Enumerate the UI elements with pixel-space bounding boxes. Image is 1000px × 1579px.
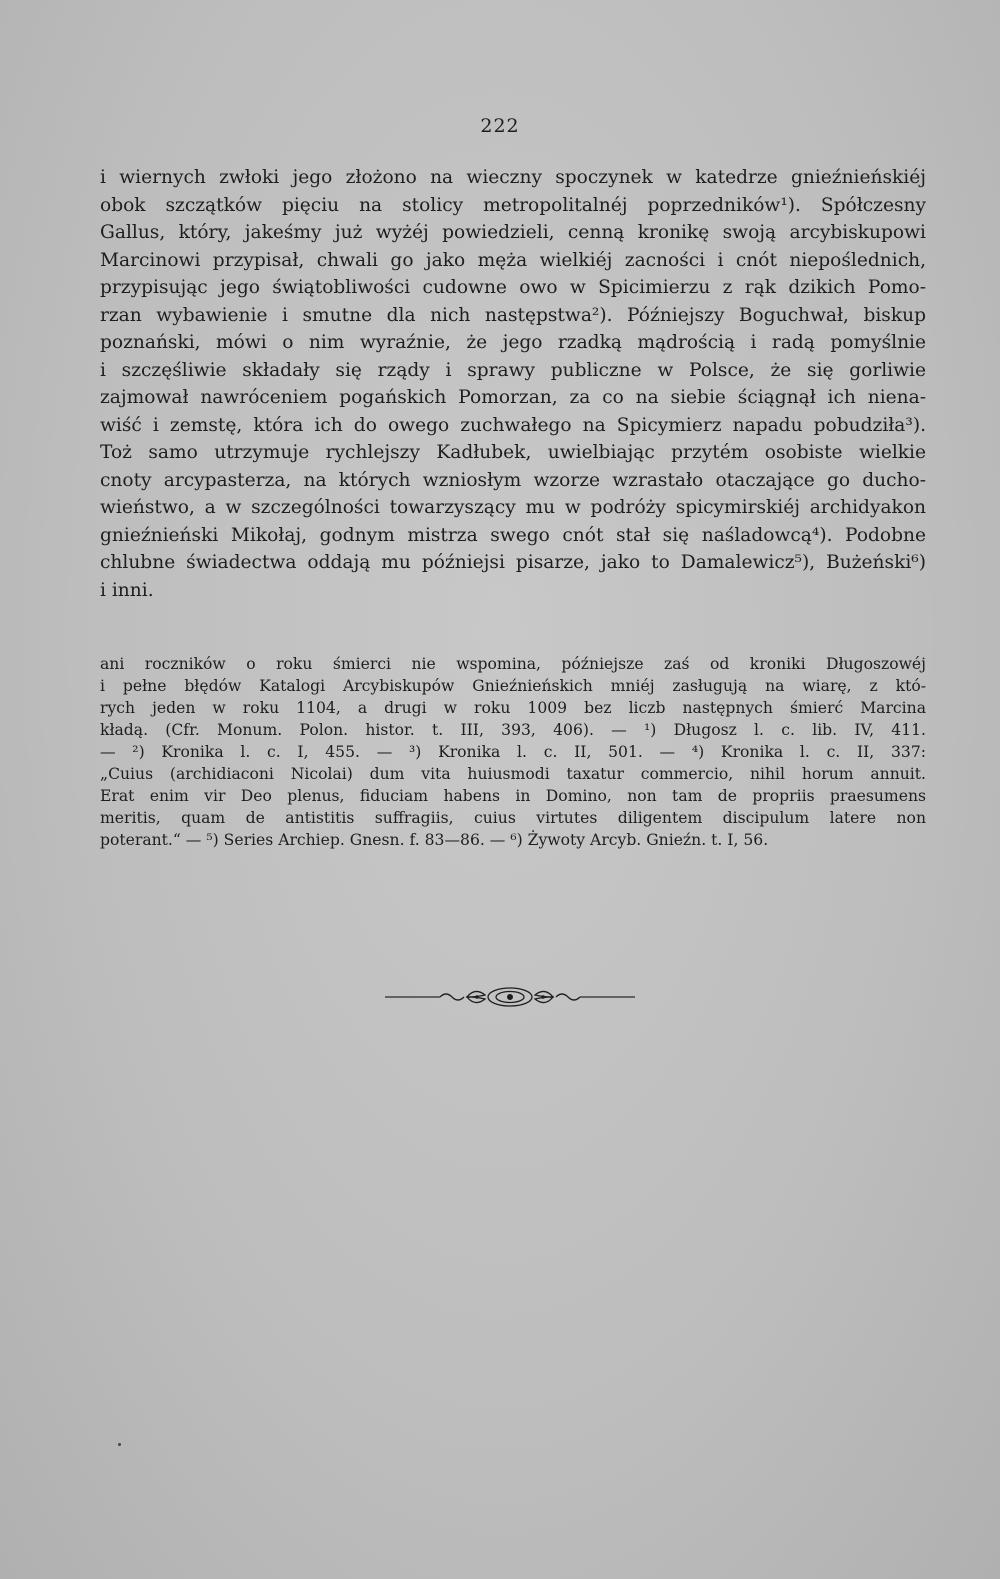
footnote-line: rych jeden w roku 1104, a drugi w roku 1009 bez liczb następnych śmierć Marcina [100, 699, 926, 717]
footnote-line: meritis, quam de antistitis suffragiis, cuius virtutes diligentem discipulum latere non [100, 809, 926, 827]
text-line: Gallus, który, jakeśmy już wyżéj powiedzieli, cenną kronikę swoją arcybiskupowi [100, 222, 926, 243]
footnote-line: poterant.“ — ⁵) Series Archiep. Gnesn. f. 83—86. — ⁶) Żywoty Arcyb. Gnieźn. t. I, 56. [100, 831, 769, 849]
footnote-line: „Cuius (archidiaconi Nicolai) dum vita huiusmodi taxatur commercio, nihil horum annuit. [100, 765, 926, 783]
ornament-divider [385, 982, 635, 1012]
main-text [100, 164, 926, 604]
text-line: chlubne świadectwa oddają mu późniejsi pisarze, jako to Damalewicz⁵), Bużeński⁶) [100, 552, 926, 573]
text-line: zajmował nawróceniem pogańskich Pomorzan, za co na siebie ściągnął ich niena- [100, 387, 926, 408]
text-line: wieństwo, a w szczególności towarzyszący mu w podróży spicymirskiéj archidyakon [100, 497, 926, 518]
text-line: wiść i zemstę, która ich do owego zuchwałego na Spicymierz napadu pobudziła³). [100, 414, 926, 436]
text-line: Toż samo utrzymuje rychlejszy Kadłubek, uwielbiając przytém osobiste wielkie [100, 442, 926, 463]
page-number: 222 [480, 115, 520, 137]
text-line: Marcinowi przypisał, chwali go jako męża wielkiéj zacności i cnót niepoślednich, [100, 249, 926, 271]
text-line: obok szczątków pięciu na stolicy metropolitalnéj poprzedników¹). Spółczesny [100, 194, 926, 216]
footnotes [100, 653, 926, 851]
footnote-line: Erat enim vir Deo plenus, fiduciam habens in Domino, non tam de propriis praesumens [100, 787, 926, 805]
text-line: rzan wybawienie i smutne dla nich następstwa²). Późniejszy Boguchwał, biskup [100, 304, 926, 326]
text-line: i wiernych zwłoki jego złożono na wieczny spoczynek w katedrze gnieźnieńskiéj [100, 167, 926, 188]
text-line: cnoty arcypasterza, na których wzniosłym wzorze wzrastało otaczające go ducho- [100, 469, 926, 491]
footnote-line: kładą. (Cfr. Monum. Polon. histor. t. III, 393, 406). — ¹) Długosz l. c. lib. IV, 411. [100, 721, 926, 739]
text-line: i inni. [100, 579, 154, 601]
footnote-line: ani roczników o roku śmierci nie wspomina, późniejsze zaś od kroniki Długoszowéj [100, 655, 926, 673]
footnote-line: i pełne błędów Katalogi Arcybiskupów Gnieźnieńskich mniéj zasługują na wiarę, z któ- [100, 677, 926, 695]
text-line: gnieźnieński Mikołaj, godnym mistrza swego cnót stał się naśladowcą⁴). Podobne [100, 524, 926, 546]
text-line: i szczęśliwie składały się rządy i sprawy publiczne w Polsce, że się gorliwie [100, 359, 926, 381]
ink-speck [118, 1443, 121, 1446]
text-line: przypisując jego świątobliwości cudowne owo w Spicimierzu z rąk dzikich Pomo- [100, 277, 926, 298]
text-line: poznański, mówi o nim wyraźnie, że jego rzadką mądrością i radą pomyślnie [100, 332, 926, 353]
footnote-line: — ²) Kronika l. c. I, 455. — ³) Kronika l. c. II, 501. — ⁴) Kronika l. c. II, 337: [100, 743, 926, 761]
